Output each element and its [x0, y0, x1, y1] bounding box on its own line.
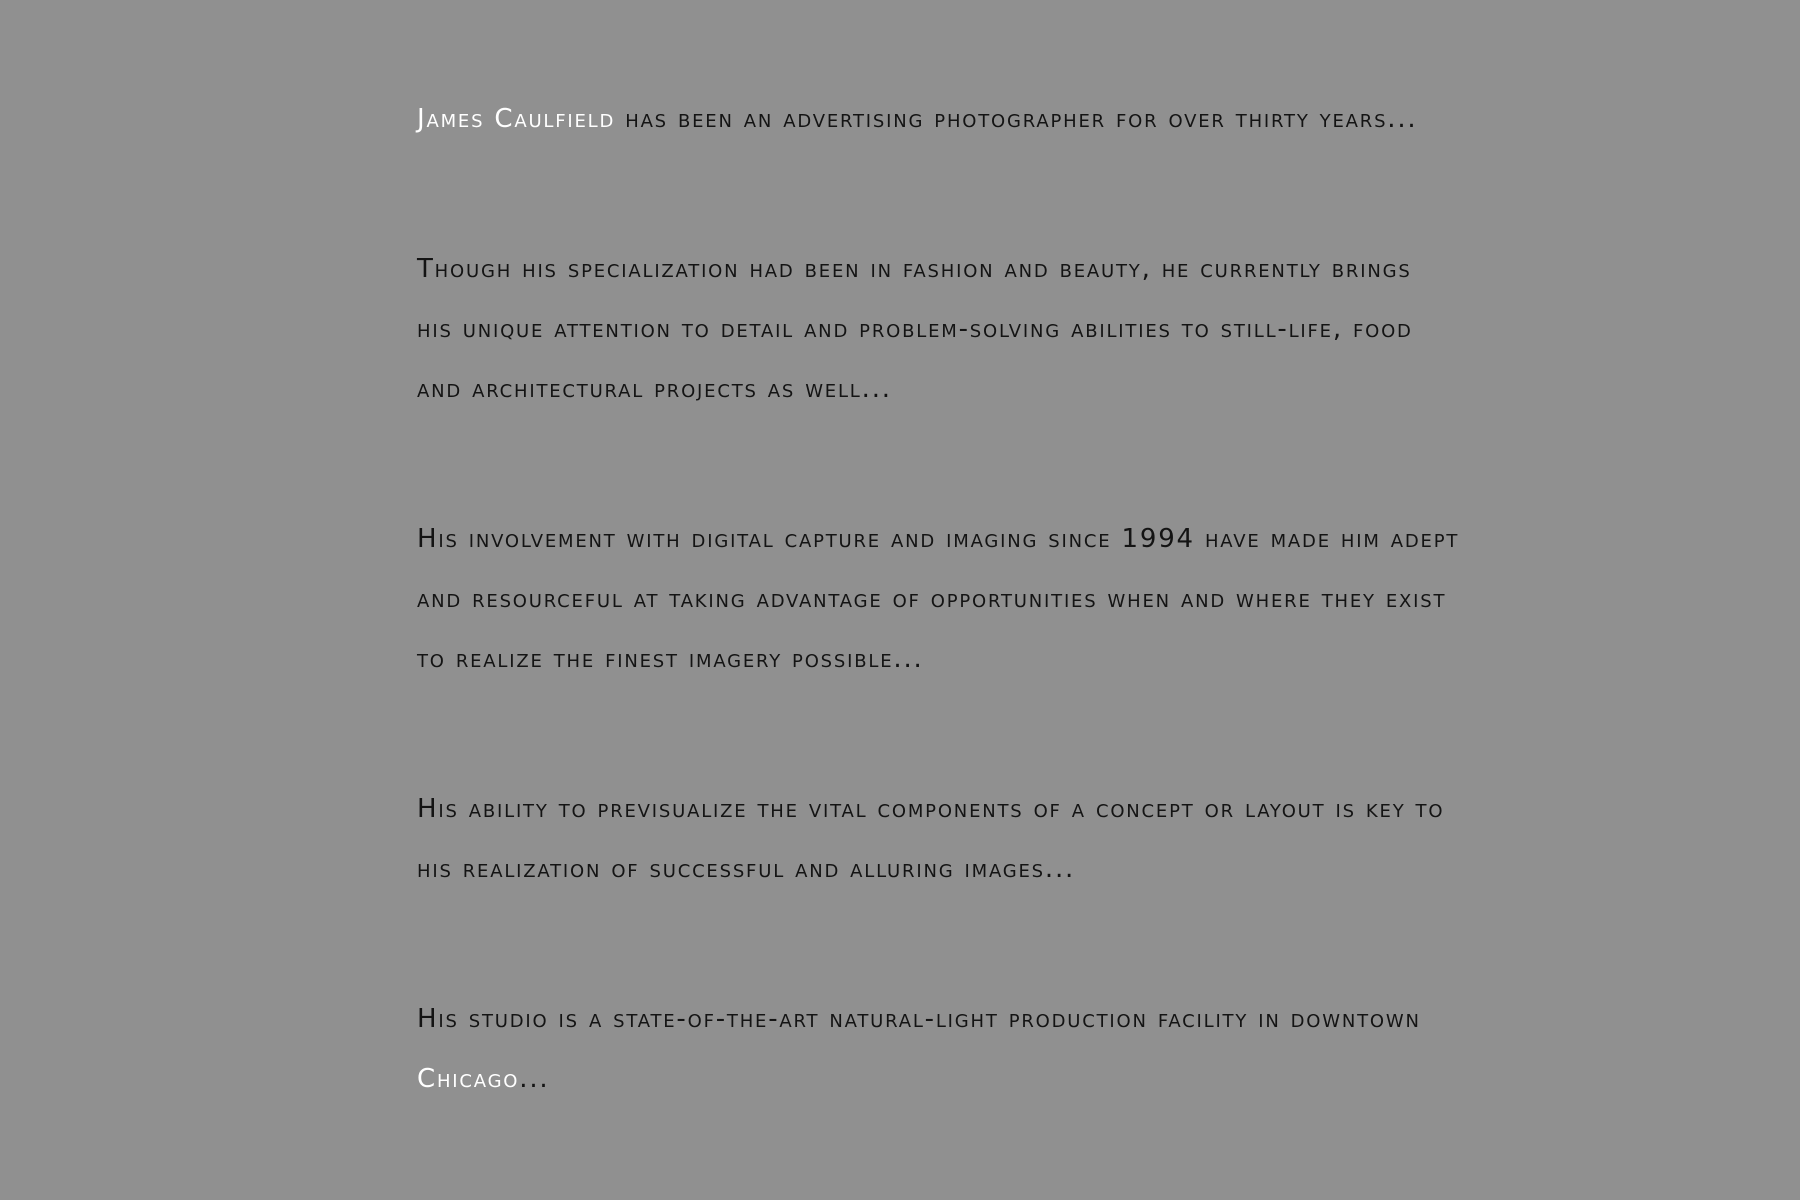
bio-text-line: and architectural projects as well...: [417, 374, 892, 404]
bio-intro-paragraph: [417, 89, 1418, 149]
bio-studio-paragraph: [417, 989, 1421, 1109]
bio-digital-paragraph: [417, 509, 1459, 689]
studio-city: Chicago: [417, 1064, 520, 1094]
bio-intro-line: [417, 89, 1418, 149]
bio-text-line: His involvement with digital capture and imaging since 1994 have made him adept: [417, 524, 1460, 554]
bio-text-line: and resourceful at taking advantage of opportunities when and where they exist: [417, 584, 1447, 614]
photographer-name: James Caulfield: [417, 104, 616, 134]
bio-text-line: His studio is a state-of-the-art natural-light production facility in downtown: [417, 1004, 1421, 1034]
bio-specialization-paragraph: [417, 239, 1413, 419]
bio-text-line: [417, 1049, 1421, 1109]
bio-text-line: his realization of successful and alluring images...: [417, 854, 1076, 884]
studio-city-suffix: ...: [519, 1064, 550, 1094]
bio-intro-text: has been an advertising photographer for over thirty years...: [615, 104, 1418, 134]
bio-text-line: His ability to previsualize the vital components of a concept or layout is key to: [417, 794, 1445, 824]
bio-text-line: to realize the finest imagery possible...: [417, 644, 924, 674]
bio-text-line: Though his specialization had been in fashion and beauty, he currently brings: [417, 254, 1412, 284]
bio-previsualize-paragraph: [417, 779, 1444, 899]
bio-text-line: his unique attention to detail and problem-solving abilities to still-life, food: [417, 314, 1413, 344]
